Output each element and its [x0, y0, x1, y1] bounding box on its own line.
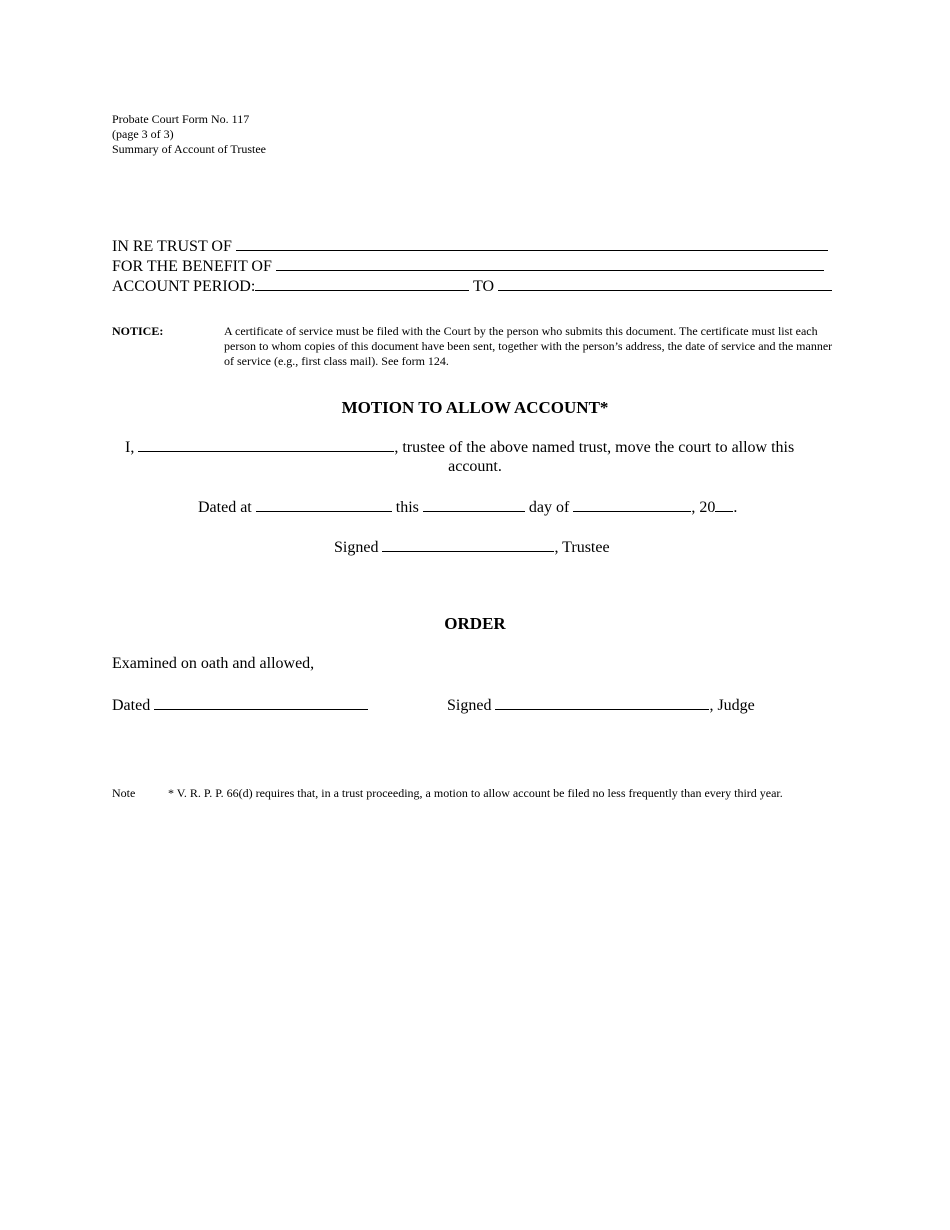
day-of-label: day of — [528, 499, 570, 516]
signed-label: Signed — [334, 539, 379, 556]
notice-label: NOTICE: — [112, 324, 164, 338]
trustee-signature-row — [334, 537, 610, 557]
notice-line-1: A certificate of service must be filed with the Court by the person who submits this document. The certificate must list each — [224, 324, 818, 338]
year-field[interactable] — [715, 497, 733, 512]
form-title: Summary of Account of Trustee — [112, 142, 266, 156]
motion-title: MOTION TO ALLOW ACCOUNT* — [341, 398, 609, 417]
to-label: TO — [473, 278, 495, 295]
dated-at-place-field[interactable] — [256, 497, 392, 512]
benefit-of-field[interactable] — [276, 256, 824, 271]
page-indicator: (page 3 of 3) — [112, 127, 174, 141]
order-date-field[interactable] — [154, 695, 368, 710]
year-suffix: . — [733, 499, 738, 516]
dated-at-label: Dated at — [198, 499, 252, 516]
account-period-row — [112, 276, 832, 296]
notice-line-3: of service (e.g., first class mail). See form 124. — [224, 354, 449, 368]
judge-signature-row — [447, 695, 755, 715]
order-signed-label: Signed — [447, 697, 492, 714]
benefit-of-row — [112, 256, 824, 276]
trustee-suffix: , Trustee — [554, 539, 610, 556]
trust-of-label: IN RE TRUST OF — [112, 238, 232, 255]
year-prefix: , 20 — [691, 499, 716, 516]
order-dated-label: Dated — [112, 697, 151, 714]
month-field[interactable] — [573, 497, 691, 512]
period-to-field[interactable] — [498, 276, 832, 291]
trust-of-row — [112, 236, 828, 256]
note-text: * V. R. P. P. 66(d) requires that, in a trust proceeding, a motion to allow account be filed no less frequently than every third year. — [168, 786, 783, 800]
dated-at-row — [198, 497, 737, 517]
motion-statement-part2: account. — [448, 458, 502, 475]
benefit-of-label: FOR THE BENEFIT OF — [112, 258, 272, 275]
period-from-field[interactable] — [255, 276, 469, 291]
day-field[interactable] — [423, 497, 525, 512]
trust-of-field[interactable] — [236, 236, 828, 251]
examined-text: Examined on oath and allowed, — [112, 655, 315, 672]
motion-statement-row — [125, 437, 794, 457]
this-label: this — [395, 499, 419, 516]
notice-line-2: person to whom copies of this document have been sent, together with the person’s address, the date of service and the manner — [224, 339, 833, 353]
account-period-label: ACCOUNT PERIOD: — [112, 278, 256, 295]
judge-suffix: , Judge — [709, 697, 755, 714]
note-label: Note — [112, 786, 136, 800]
order-dated-row — [112, 695, 368, 715]
form-number: Probate Court Form No. 117 — [112, 112, 250, 126]
trustee-name-field[interactable] — [138, 437, 394, 452]
i-label: I, — [125, 439, 135, 456]
motion-statement-part1: , trustee of the above named trust, move the court to allow this — [394, 439, 795, 456]
judge-signature-field[interactable] — [495, 695, 709, 710]
order-title: ORDER — [444, 614, 506, 633]
trustee-signature-field[interactable] — [382, 537, 554, 552]
